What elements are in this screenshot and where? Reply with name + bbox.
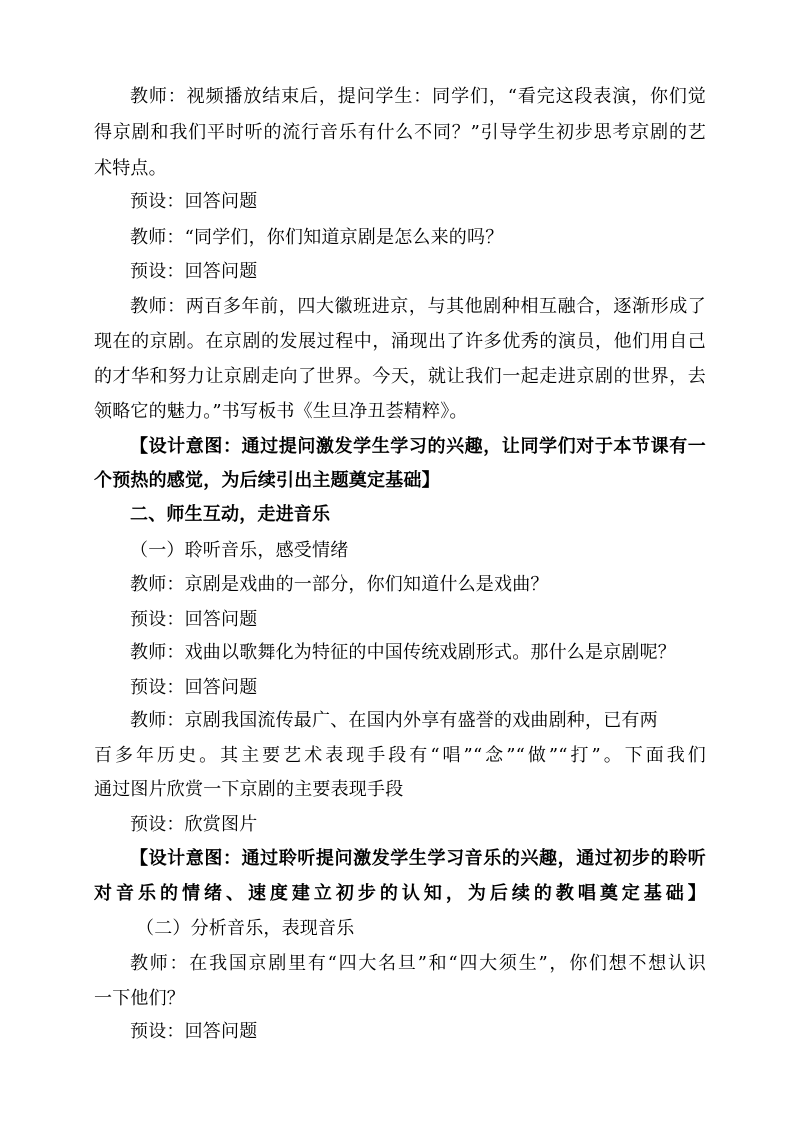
- teacher-line-6c: 通过图片欣赏一下京剧的主要表现手段: [94, 779, 404, 800]
- teacher-line-4: 教师：京剧是戏曲的一部分，你们知道什么是戏曲？: [130, 574, 549, 595]
- design-intent-1a: 【设计意图：通过提问激发学生学习的兴趣，让同学们对于本节课有一: [130, 436, 706, 457]
- preset-line-5: 预设：欣赏图片: [130, 814, 258, 835]
- teacher-line-3a: 教师：两百多年前，四大徽班进京，与其他剧种相互融合，逐渐形成了: [130, 296, 706, 317]
- subsection-heading-2: （二）分析音乐，表现音乐: [136, 918, 355, 939]
- section-heading-2: 二、师生互动，走进音乐: [130, 504, 331, 525]
- teacher-line-7a: 教师：在我国京剧里有“四大名旦”和“四大须生”，你们想不想认识: [130, 953, 706, 974]
- teacher-line-3d: 领略它的魅力。”书写板书《生旦净丑荟精粹》。: [94, 401, 468, 422]
- preset-line-1: 预设：回答问题: [130, 191, 258, 212]
- preset-line-4: 预设：回答问题: [130, 677, 258, 698]
- teacher-line-3c: 的才华和努力让京剧走向了世界。今天，就让我们一起走进京剧的世界，去: [94, 366, 706, 387]
- design-intent-2b: 对音乐的情绪、速度建立初步的认知，为后续的教唱奠定基础】: [94, 883, 706, 904]
- teacher-line-1a: 教师：视频播放结束后，提问学生：同学们，“看完这段表演，你们觉: [130, 86, 706, 107]
- teacher-line-6b: 百多年历史。其主要艺术表现手段有“唱”“念”“做”“打”。下面我们: [94, 745, 706, 766]
- preset-line-2: 预设：回答问题: [130, 261, 258, 282]
- teacher-line-1b: 得京剧和我们平时听的流行音乐有什么不同？”引导学生初步思考京剧的艺: [94, 122, 706, 143]
- teacher-line-2: 教师：“同学们，你们知道京剧是怎么来的吗？: [130, 227, 504, 248]
- preset-line-6: 预设：回答问题: [130, 1021, 258, 1042]
- teacher-line-5: 教师：戏曲以歌舞化为特征的中国传统戏剧形式。那什么是京剧呢？: [130, 642, 676, 663]
- preset-line-3: 预设：回答问题: [130, 609, 258, 630]
- subsection-heading-1: （一）聆听音乐，感受情绪: [130, 540, 349, 561]
- teacher-line-6a: 教师：京剧我国流传最广、在国内外享有盛誉的戏曲剧种，已有两: [130, 710, 658, 731]
- design-intent-1b: 个预热的感觉，为后续引出主题奠定基础】: [94, 470, 440, 491]
- teacher-line-3b: 现在的京剧。在京剧的发展过程中，涌现出了许多优秀的演员，他们用自己: [94, 331, 706, 352]
- teacher-line-1c: 术特点。: [94, 158, 167, 179]
- design-intent-2a: 【设计意图：通过聆听提问激发学生学习音乐的兴趣，通过初步的聆听: [130, 848, 706, 869]
- teacher-line-7b: 一下他们？: [94, 988, 185, 1009]
